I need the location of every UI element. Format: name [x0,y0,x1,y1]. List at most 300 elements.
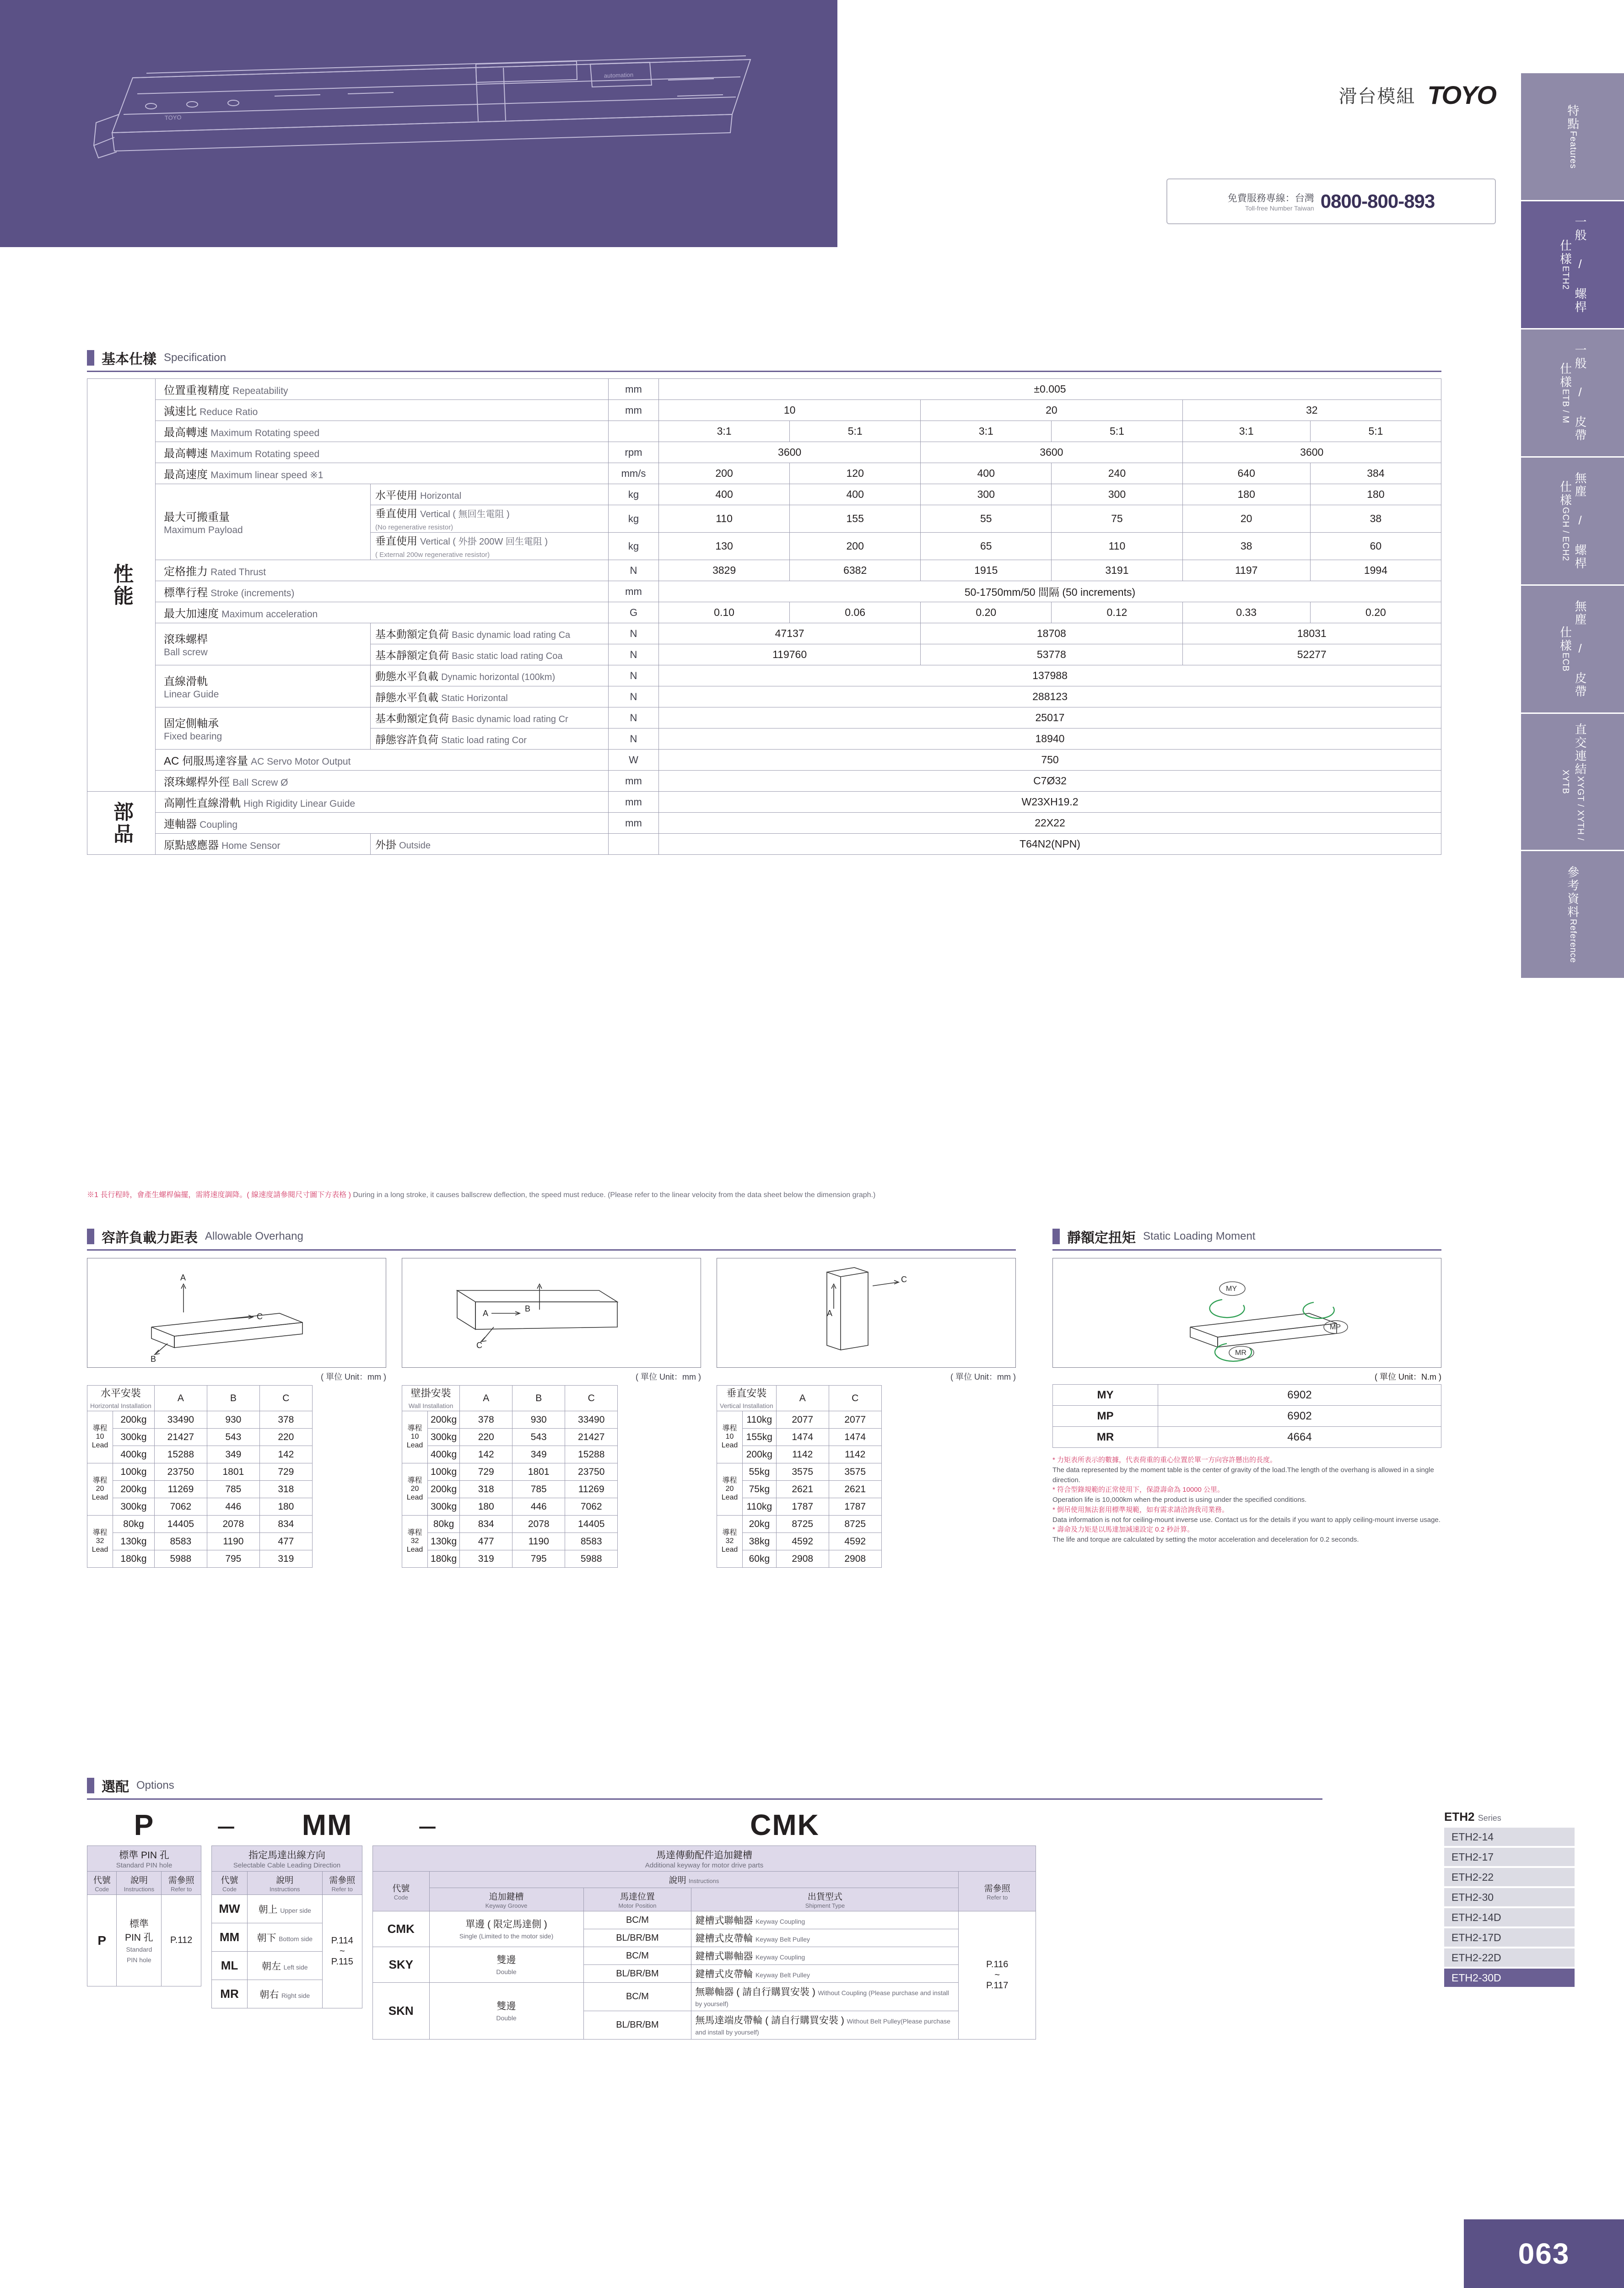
spec-row-label: 固定側軸承 Fixed bearing [156,707,371,750]
overhang-load: 200kg [743,1446,777,1463]
overhang-value: 2077 [776,1411,829,1429]
spec-value: 18940 [659,728,1441,750]
spec-value: 400 [790,484,921,505]
options-motor-position: BC/M [583,1983,691,2011]
spec-value: 0.10 [659,602,790,623]
spec-row [87,442,1441,463]
svg-text:C: C [476,1341,482,1350]
spec-value: 1915 [921,560,1052,581]
side-tab-label-cn: 無塵 / 螺桿仕樣 [1558,472,1587,570]
overhang-heading [87,1226,1016,1251]
options-shipment-type: 無聯軸器 ( 請自行購買安裝 ) Without Coupling (Please purchase and install by yourself) [691,1983,959,2011]
side-tab-label-en: ECB [1560,653,1570,672]
overhang-value: 14405 [565,1516,618,1533]
spec-value: 32 [1182,400,1441,421]
options-desc: 朝下 Bottom side [248,1923,323,1952]
options-title-cn: 選配 [102,1780,129,1795]
overhang-value: 3575 [776,1463,829,1481]
options-col-header: 代號 Code [212,1872,248,1895]
overhang-lead: 導程 32 Lead [87,1516,113,1568]
spec-row-label: 高剛性直線滑軌 High Rigidity Linear Guide [156,792,609,813]
spec-row [87,792,1441,813]
spec-unit: rpm [609,442,659,463]
options-shipment-type: 鍵槽式皮帶輪 Keyway Belt Pulley [691,1965,959,1983]
spec-row [87,421,1441,442]
specification-heading [87,348,1441,372]
overhang-value: 23750 [565,1463,618,1481]
spec-value: 400 [659,484,790,505]
spec-value: 119760 [659,644,921,665]
model-item-3[interactable]: ETH2-22 [1444,1868,1575,1886]
side-tab-1[interactable] [1521,73,1624,201]
overhang-load: 200kg [113,1481,155,1498]
options-keyway: 雙邊 Double [429,1947,583,1983]
overhang-unit-3: ( 單位 Unit：mm ) [950,1372,1016,1381]
brand-lockup [1338,80,1496,110]
overhang-row [717,1516,882,1533]
moment-figure [1052,1258,1441,1368]
options-row [87,1895,201,1986]
svg-text:automation: automation [604,71,634,79]
overhang-table-2 [402,1385,618,1568]
spec-row-label: 滾珠螺桿外徑 Ball Screw Ø [156,771,609,792]
overhang-load: 80kg [428,1516,460,1533]
overhang-value: 15288 [565,1446,618,1463]
spec-value: 180 [1182,484,1310,505]
options-code: MW [212,1895,248,1923]
overhang-row [717,1411,882,1429]
model-series-title [1444,1810,1575,1824]
options-table2-title: 指定馬達出線方向 Selectable Cable Leading Direction [212,1846,362,1872]
tollfree-label-en: Toll-free Number Taiwan [1245,205,1314,212]
spec-unit: mm [609,771,659,792]
overhang-value: 318 [460,1481,513,1498]
overhang-value: 834 [259,1516,312,1533]
overhang-value: 11269 [154,1481,207,1498]
overhang-row [87,1550,313,1568]
model-item-6[interactable]: ETH2-17D [1444,1928,1575,1947]
overhang-lead: 導程 20 Lead [87,1463,113,1516]
options-shipment-type: 鍵槽式聯軸器 Keyway Coupling [691,1911,959,1929]
options-heading [87,1775,1322,1800]
options-code: SKY [373,1947,430,1983]
overhang-load: 300kg [113,1498,155,1516]
overhang-value: 729 [460,1463,513,1481]
spec-row-label: 最高轉速 Maximum Rotating speed [156,442,609,463]
spec-unit: G [609,602,659,623]
overhang-value: 5988 [565,1550,618,1568]
options-code: MM [212,1923,248,1952]
overhang-table-title: 水平安裝 Horizontal Installation [87,1386,155,1411]
overhang-value: 1801 [207,1463,259,1481]
spec-row-label: 最高速度 Maximum linear speed ※1 [156,463,609,484]
option-code-part-3: CMK [750,1808,820,1841]
allowable-overhang-section [87,1226,1016,1568]
spec-unit [609,834,659,855]
overhang-value: 477 [259,1533,312,1550]
spec-unit: N [609,623,659,644]
spec-value: 130 [659,533,790,560]
spec-row-label: 連軸器 Coupling [156,813,609,834]
spec-row-label: 最大加速度 Maximum acceleration [156,602,609,623]
overhang-value: 1787 [776,1498,829,1516]
options-code: P [87,1895,117,1986]
model-item-2[interactable]: ETH2-17 [1444,1848,1575,1866]
options-table3-title: 馬達傳動配件追加鍵槽 Additional keyway for motor drive parts [373,1846,1036,1872]
overhang-value: 1474 [776,1429,829,1446]
overhang-load: 300kg [428,1498,460,1516]
overhang-tables [87,1385,1016,1568]
side-tab-label-cn: 特點 [1565,104,1580,131]
spec-value: 3:1 [1182,421,1310,442]
options-motor-position: BL/BR/BM [583,1929,691,1947]
overhang-row [87,1411,313,1429]
overhang-col-header: A [154,1386,207,1411]
side-tab-5[interactable] [1521,586,1624,714]
options-table1-title: 標準 PIN 孔 Standard PIN hole [87,1846,201,1872]
moment-note: * 力矩表所表示的數據，代表荷重的重心位置於單一方向容許懸出的長度。 The data represented by the moment table is the center of gravity of the load.The length of the overhang is allowed in a single direction. [1052,1456,1434,1484]
options-col-header: 代號 Code [373,1872,430,1911]
side-tab-3[interactable] [1521,329,1624,458]
options-code: MR [212,1980,248,2008]
overhang-value: 142 [259,1446,312,1463]
spec-value: 1994 [1310,560,1441,581]
overhang-load: 80kg [113,1516,155,1533]
overhang-load: 155kg [743,1429,777,1446]
spec-unit: mm [609,813,659,834]
side-tab-label-cn: 一般 / 皮帶仕樣 [1558,344,1587,442]
overhang-row [717,1463,882,1481]
svg-text:C: C [901,1275,907,1284]
options-ref: P.116 ~ P.117 [959,1911,1036,2040]
spec-row-label: 滾珠螺桿 Ball screw [156,623,371,665]
overhang-value: 834 [460,1516,513,1533]
overhang-value: 23750 [154,1463,207,1481]
svg-text:A: A [827,1309,833,1318]
options-tables [87,1846,1322,2040]
overhang-col-header: B [207,1386,259,1411]
model-item-1[interactable]: ETH2-14 [1444,1828,1575,1846]
option-code-part-2: MM [302,1808,353,1841]
overhang-lead: 導程 20 Lead [402,1463,428,1516]
options-motor-position: BL/BR/BM [583,1965,691,1983]
overhang-load: 20kg [743,1516,777,1533]
options-col-header: 代號 Code [87,1872,117,1895]
brand-logo: TOYO [1427,81,1496,109]
spec-value: 137988 [659,665,1441,686]
spec-value: 110 [659,505,790,533]
overhang-col-header: C [259,1386,312,1411]
option-code-dash-1: – [218,1808,235,1841]
overhang-value: 446 [513,1498,565,1516]
options-table-cable-direction [211,1846,362,2008]
overhang-value: 8583 [154,1533,207,1550]
model-item-7[interactable]: ETH2-22D [1444,1948,1575,1967]
spec-value: 3191 [1052,560,1182,581]
moment-row [1053,1427,1441,1448]
side-tab-label-cn: 直交連結 [1573,723,1587,776]
model-item-5[interactable]: ETH2-14D [1444,1908,1575,1926]
options-motor-position: BC/M [583,1911,691,1929]
overhang-value: 930 [207,1411,259,1429]
overhang-table-3 [717,1385,882,1568]
overhang-value: 1190 [207,1533,259,1550]
spec-group-performance: 性能 [87,379,156,792]
spec-row [87,602,1441,623]
overhang-value: 2621 [776,1481,829,1498]
options-motor-position: BL/BR/BM [583,2011,691,2040]
moment-heading [1052,1226,1441,1251]
moment-unit: ( 單位 Unit：N.m ) [1375,1372,1441,1381]
overhang-col-header: C [829,1386,881,1411]
overhang-load: 200kg [428,1411,460,1429]
spec-row-label: 位置重複精度 Repeatability [156,379,609,400]
overhang-value: 21427 [154,1429,207,1446]
svg-text:A: A [483,1309,489,1318]
spec-value: 10 [659,400,921,421]
spec-unit: mm [609,792,659,813]
overhang-value: 15288 [154,1446,207,1463]
overhang-value: 477 [460,1533,513,1550]
options-row [373,1983,1036,2011]
overhang-value: 2621 [829,1481,881,1498]
tollfree-number: 0800-800-893 [1320,190,1435,212]
side-tab-6[interactable] [1521,714,1624,851]
side-tab-label-en: XYGT / XYTH / XYTB [1560,769,1585,841]
options-desc: 朝上 Upper side [248,1895,323,1923]
overhang-lead: 導程 10 Lead [87,1411,113,1463]
overhang-value: 543 [513,1429,565,1446]
overhang-load: 130kg [428,1533,460,1550]
spec-row [87,771,1441,792]
spec-unit: kg [609,533,659,560]
side-tab-7[interactable] [1521,851,1624,979]
overhang-lead: 導程 32 Lead [717,1516,743,1568]
spec-value: T64N2(NPN) [659,834,1441,855]
specification-footnote [87,1189,1460,1199]
options-row [212,1895,362,1923]
moment-note: * 壽命及力矩是以馬達加減速設定 0.2 秒計算。 The life and torque are calculated by setting the motor acceleration and deceleration for 0.2 seconds. [1052,1526,1359,1543]
options-col-header: 追加鍵槽 Keyway Groove [429,1888,583,1911]
spec-value: 750 [659,750,1441,771]
svg-text:MY: MY [1226,1285,1237,1293]
overhang-load: 400kg [113,1446,155,1463]
side-tab-label-en: ETH2 [1560,266,1570,290]
overhang-load: 75kg [743,1481,777,1498]
options-col-header: 說明 Instructions [248,1872,323,1895]
spec-row-sublabel: 基本動額定負荷 Basic dynamic load rating Cr [371,707,609,728]
overhang-value: 220 [460,1429,513,1446]
spec-value: 400 [921,463,1052,484]
overhang-value: 446 [207,1498,259,1516]
spec-row-label: 最大可搬重量 Maximum Payload [156,484,371,560]
spec-row-label: 標準行程 Stroke (increments) [156,581,609,602]
moment-note: * 倒吊使用無法套用標準規範，如有需求請洽詢我司業務。 Data information is not for ceiling-mount inverse use. Contact us for the details if you want to apply ceiling-mount inverse usage. [1052,1506,1441,1524]
spec-value: 288123 [659,686,1441,707]
overhang-table-title: 垂直安裝 Vertical Installation [717,1386,777,1411]
overhang-table-title: 壁掛安裝 Wall Installation [402,1386,460,1411]
brand-cn: 滑台模組 [1338,86,1416,107]
options-table-standard-pin [87,1846,201,1986]
overhang-value: 8583 [565,1533,618,1550]
overhang-lead: 導程 10 Lead [717,1411,743,1463]
overhang-value: 785 [513,1481,565,1498]
options-col-header: 馬達位置 Motor Position [583,1888,691,1911]
spec-value: 38 [1182,533,1310,560]
overhang-value: 349 [207,1446,259,1463]
options-keyway: 雙邊 Double [429,1983,583,2040]
side-tab-label-en: ETB / M [1560,389,1570,424]
spec-row-label: 減速比 Reduce Ratio [156,400,609,421]
overhang-load: 110kg [743,1498,777,1516]
spec-unit: mm [609,581,659,602]
model-item-4[interactable]: ETH2-30 [1444,1888,1575,1906]
overhang-value: 1142 [776,1446,829,1463]
spec-value: 55 [921,505,1052,533]
overhang-row [87,1429,313,1446]
spec-row [87,484,1441,505]
overhang-figures [87,1258,1016,1368]
overhang-load: 60kg [743,1550,777,1568]
spec-group-parts: 部品 [87,792,156,855]
specification-section [87,348,1441,855]
overhang-load: 300kg [428,1429,460,1446]
overhang-row [87,1516,313,1533]
overhang-value: 2908 [829,1550,881,1568]
options-ref: P.114 ~ P.115 [322,1895,362,2008]
spec-row-sublabel: 水平使用 Horizontal [371,484,609,505]
tollfree-label-cn: 免費服務專線：台灣 [1227,193,1314,204]
moment-title-cn: 靜額定扭矩 [1067,1230,1136,1246]
options-col-header: 說明 Instructions [117,1872,162,1895]
spec-unit: mm/s [609,463,659,484]
option-code-part-1: P [134,1808,155,1841]
options-desc: 朝右 Right side [248,1980,323,2008]
model-series-title-en: Series [1478,1813,1501,1823]
heading-marker [87,1778,94,1793]
side-tab-2[interactable] [1521,201,1624,329]
spec-row [87,400,1441,421]
spec-value: 18708 [921,623,1182,644]
spec-row [87,750,1441,771]
spec-unit: kg [609,484,659,505]
spec-row-sublabel: 基本靜額定負荷 Basic static load rating Coa [371,644,609,665]
footnote-cn: ※1 長行程時，會產生螺桿偏擺，需將速度調降。( 線速度請參閱尺寸圖下方表格 ) [87,1191,351,1199]
spec-value: 65 [921,533,1052,560]
moment-notes [1052,1455,1441,1545]
overhang-value: 319 [259,1550,312,1568]
options-table-keyway [372,1846,1036,2040]
side-tab-label-en: GCH / ECH2 [1560,507,1570,561]
spec-value: 25017 [659,707,1441,728]
model-item-8[interactable]: ETH2-30D [1444,1969,1575,1987]
spec-value: 6382 [790,560,921,581]
overhang-value: 180 [460,1498,513,1516]
spec-value: 20 [921,400,1182,421]
overhang-lead: 導程 10 Lead [402,1411,428,1463]
overhang-load: 100kg [428,1463,460,1481]
spec-row [87,379,1441,400]
spec-row-sublabel: 靜態容許負荷 Static load rating Cor [371,728,609,750]
overhang-load: 300kg [113,1429,155,1446]
side-tab-4[interactable] [1521,458,1624,586]
svg-text:MP: MP [1330,1323,1341,1331]
specification-title-cn: 基本仕樣 [102,352,156,367]
spec-unit: N [609,644,659,665]
overhang-value: 378 [259,1411,312,1429]
spec-unit: N [609,728,659,750]
side-tab-label-cn: 無塵 / 皮帶仕樣 [1558,600,1587,698]
spec-value: 3600 [1182,442,1441,463]
options-motor-position: BC/M [583,1947,691,1965]
side-tab-label-cn: 參考資料 [1565,866,1580,919]
spec-value: 38 [1310,505,1441,533]
overhang-value: 11269 [565,1481,618,1498]
spec-value: 5:1 [790,421,921,442]
spec-row-label: AC 伺服馬達容量 AC Servo Motor Output [156,750,609,771]
overhang-value: 318 [259,1481,312,1498]
overhang-row [87,1446,313,1463]
spec-value: 5:1 [1052,421,1182,442]
overhang-value: 349 [513,1446,565,1463]
overhang-value: 3575 [829,1463,881,1481]
options-row [373,1947,1036,1965]
spec-value: 20 [1182,505,1310,533]
overhang-col-header: B [513,1386,565,1411]
overhang-value: 4592 [829,1533,881,1550]
overhang-load: 100kg [113,1463,155,1481]
heading-marker [87,1229,94,1244]
spec-value: 52277 [1182,644,1441,665]
tollfree-box [1166,178,1496,224]
options-col-header: 說明 Instructions [429,1872,959,1888]
overhang-unit-2: ( 單位 Unit：mm ) [636,1372,701,1381]
svg-text:B: B [525,1304,531,1313]
model-series-title-cn: ETH2 [1444,1810,1475,1824]
spec-unit: W [609,750,659,771]
spec-row [87,813,1441,834]
moment-key: MP [1053,1406,1158,1427]
spec-value: 3:1 [921,421,1052,442]
side-tab-label-en: Features [1568,131,1578,169]
spec-value: 50-1750mm/50 間隔 (50 increments) [659,581,1441,602]
spec-value: W23XH19.2 [659,792,1441,813]
overhang-unit-1: ( 單位 Unit：mm ) [321,1372,386,1381]
options-code: ML [212,1952,248,1980]
overhang-value: 729 [259,1463,312,1481]
overhang-load: 110kg [743,1411,777,1429]
options-desc: 朝左 Left side [248,1952,323,1980]
options-code: SKN [373,1983,430,2040]
overhang-row [402,1516,618,1533]
spec-value: 1197 [1182,560,1310,581]
overhang-load: 180kg [113,1550,155,1568]
overhang-title-cn: 容許負載力距表 [102,1230,198,1246]
overhang-value: 14405 [154,1516,207,1533]
moment-row [1053,1406,1441,1427]
options-keyway: 單邊 ( 限定馬達側 ) Single (Limited to the motor side) [429,1911,583,1947]
spec-value: 0.12 [1052,602,1182,623]
spec-value: 0.33 [1182,602,1310,623]
overhang-row [87,1498,313,1516]
overhang-value: 543 [207,1429,259,1446]
spec-value: 0.20 [1310,602,1441,623]
overhang-value: 220 [259,1429,312,1446]
spec-value: 22X22 [659,813,1441,834]
spec-row-label: 定格推力 Rated Thrust [156,560,609,581]
svg-text:MR: MR [1235,1349,1246,1357]
overhang-row [402,1429,618,1446]
